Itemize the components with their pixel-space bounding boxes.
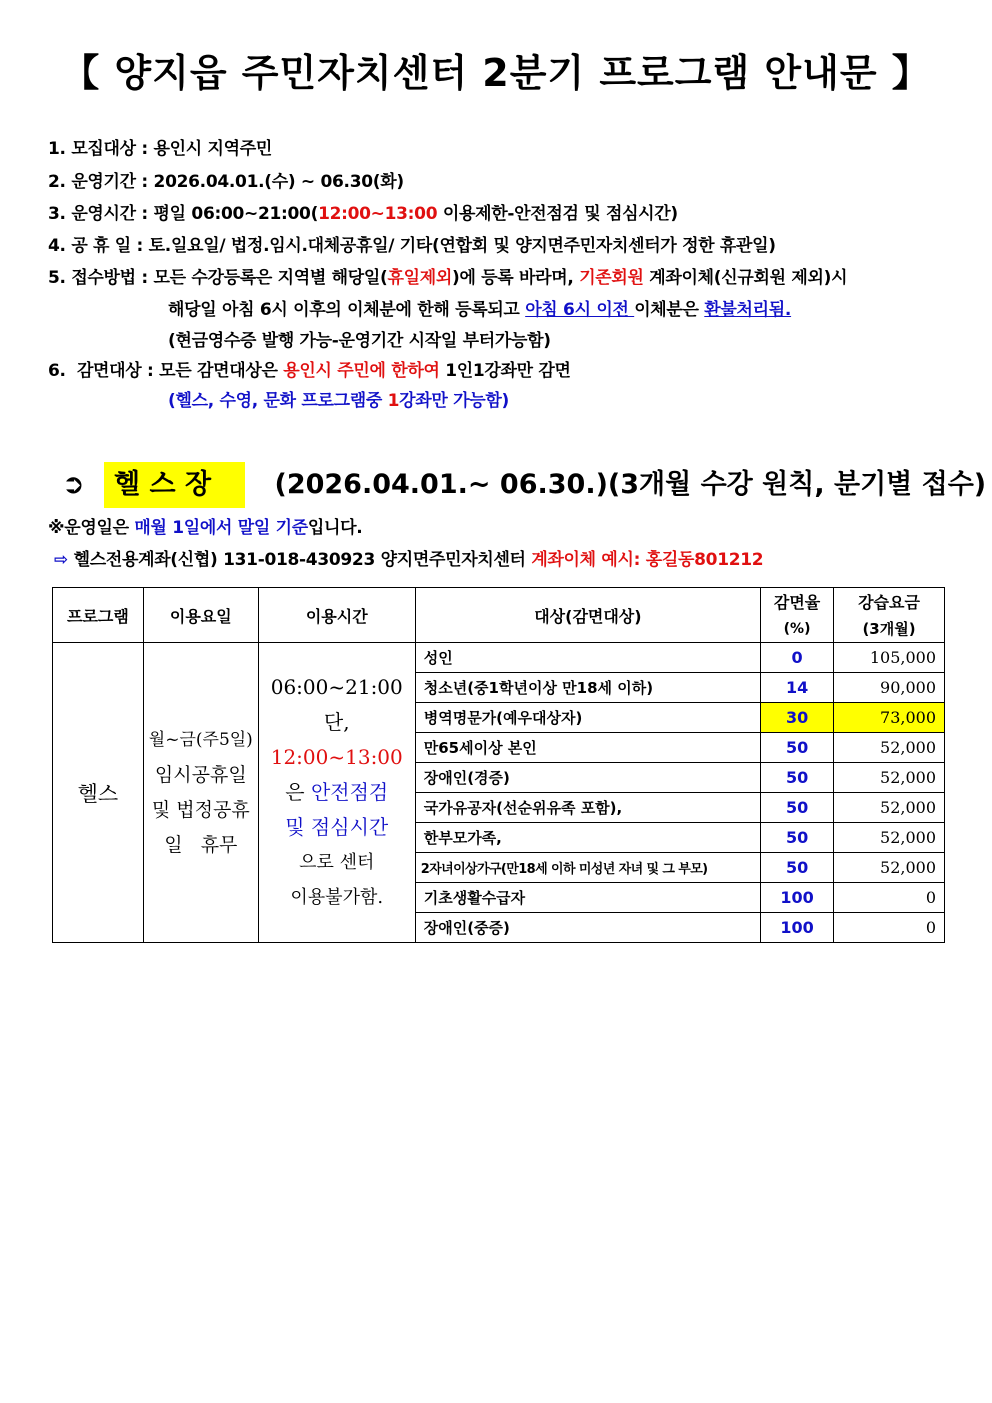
time-line (259, 775, 415, 810)
item-text: 계좌이체(신규회원 제외)시 (643, 268, 848, 288)
yongin-residents: 용인시 주민에 한하여 (283, 361, 440, 381)
item-number: 6. (48, 361, 66, 381)
item-label: 운영기간 : (71, 172, 148, 192)
arrow-icon: ➲ (62, 469, 85, 500)
program-name: 헬스 (53, 643, 144, 943)
rate-cell: 50 (761, 793, 834, 823)
item-number: 2. (48, 172, 66, 192)
account-info (54, 545, 763, 570)
item-text: 모든 감면대상은 (159, 361, 284, 381)
rate-cell: 14 (761, 673, 834, 703)
note-highlight: 매월 1일에서 말일 기준 (134, 518, 308, 538)
days-cell (143, 643, 258, 943)
rate-cell: 100 (761, 913, 834, 943)
item-text: 이용제한-안전점검 및 점심시간) (437, 204, 678, 224)
operation-note (48, 513, 362, 538)
header-fee: 강습요금 (834, 588, 945, 616)
page-title: 【 양지읍 주민자치센터 2분기 프로그램 안내문 】 (61, 51, 931, 95)
item-registration-line3: (현금영수증 발행 가능-운영기간 시작일 부터가능함) (168, 331, 551, 351)
target-cell: 장애인(중증) (415, 913, 760, 943)
header-rate-unit: (%) (761, 616, 834, 643)
rate-cell: 50 (761, 763, 834, 793)
fee-cell: 52,000 (834, 823, 945, 853)
item-discount (48, 356, 571, 381)
fee-cell: 105,000 (834, 643, 945, 673)
item-text: 이체분은 (634, 300, 705, 320)
target-cell: 국가유공자(선순위유족 포함), (415, 793, 760, 823)
before-6am: 아침 6시 이전 (525, 300, 635, 320)
item-text: 모든 수강등록은 지역별 해당일( (153, 268, 388, 288)
one-course: 1 (387, 391, 400, 411)
item-label: 접수방법 : (71, 268, 148, 288)
item-period (48, 167, 404, 192)
time-restricted: 12:00~13:00 (270, 745, 403, 769)
target-cell: 2자녀이상가구(만18세 이하 미성년 자녀 및 그 부모) (415, 853, 760, 883)
header-fee-unit: (3개월) (834, 616, 945, 643)
item-text: 용인시 지역주민 (153, 139, 273, 159)
item-holidays (48, 231, 776, 256)
time-line: 단, (323, 710, 350, 734)
item-text: 1인1강좌만 감면 (439, 361, 571, 381)
days-line: 일 휴무 (164, 833, 238, 856)
header-rate: 감면율 (761, 588, 834, 616)
item-text: )에 등록 바라며, (451, 268, 580, 288)
item-number: 5. (48, 268, 66, 288)
fee-cell: 73,000 (834, 703, 945, 733)
note-text: 입니다. (307, 518, 363, 538)
section-gym-name: 헬 스 장 (104, 462, 245, 508)
fee-cell: 52,000 (834, 853, 945, 883)
target-cell: 청소년(중1학년이상 만18세 이하) (415, 673, 760, 703)
target-cell: 성인 (415, 643, 760, 673)
fee-cell: 0 (834, 913, 945, 943)
item-discount-line2 (168, 386, 509, 411)
item-text: 해당일 아침 6시 이후의 이체분에 한해 등록되고 (168, 300, 526, 320)
header-program: 프로그램 (53, 588, 144, 643)
item-registration-line2 (168, 295, 791, 320)
item-registration (48, 263, 847, 288)
header-time: 이용시간 (258, 588, 415, 643)
target-cell: 기초생활수급자 (415, 883, 760, 913)
item-number: 4. (48, 236, 66, 256)
arrow-right-icon: ⇨ (54, 550, 68, 570)
existing-member: 기존회원 (579, 268, 644, 288)
target-cell: 만65세이상 본인 (415, 733, 760, 763)
restricted-time: 12:00~13:00 (318, 204, 438, 224)
item-label: 감면대상 : (76, 361, 154, 381)
time-line: 이용불가함. (290, 887, 384, 908)
time-lunch: 및 점심시간 (285, 815, 389, 839)
time-text: 은 (285, 780, 311, 804)
item-label: 운영시간 : (71, 204, 148, 224)
target-cell: 장애인(경증) (415, 763, 760, 793)
rate-cell: 30 (761, 703, 834, 733)
item-number: 1. (48, 139, 66, 159)
item-text: (헬스, 수영, 문화 프로그램중 (168, 391, 388, 411)
fee-cell: 0 (834, 883, 945, 913)
account-number: 헬스전용계좌(신협) 131-018-430923 양지면주민자치센터 (73, 550, 532, 570)
header-target: 대상(감면대상) (415, 588, 760, 643)
section-period: (2026.04.01.~ 06.30.)(3개월 수강 원칙, 분기별 접수) (274, 469, 987, 500)
target-cell: 병역명문가(예우대상자) (415, 703, 760, 733)
time-line: 으로 센터 (299, 852, 375, 873)
rate-cell: 50 (761, 853, 834, 883)
fee-cell: 52,000 (834, 793, 945, 823)
fee-table (52, 587, 945, 943)
item-text: 토.일요일/ 법정.임시.대체공휴일/ 기타(연합회 및 양지면주민자치센터가 정한 휴관일) (148, 236, 776, 256)
header-days: 이용요일 (143, 588, 258, 643)
time-safety: 안전점검 (310, 780, 389, 804)
rate-cell: 100 (761, 883, 834, 913)
item-text: 2026.04.01.(수) ~ 06.30(화) (153, 172, 404, 192)
target-cell: 한부모가족, (415, 823, 760, 853)
item-text: 강좌만 가능함) (399, 391, 509, 411)
rate-cell: 0 (761, 643, 834, 673)
rate-cell: 50 (761, 823, 834, 853)
time-line: 06:00~21:00 (270, 675, 403, 699)
rate-cell: 50 (761, 733, 834, 763)
time-cell (258, 643, 415, 943)
item-recruit-target (48, 134, 272, 159)
days-line: 월~금(주5일) (148, 729, 253, 750)
fee-cell: 52,000 (834, 733, 945, 763)
item-number: 3. (48, 204, 66, 224)
item-label: 공 휴 일 : (71, 236, 144, 256)
fee-cell: 90,000 (834, 673, 945, 703)
days-line: 임시공휴일 (154, 763, 247, 786)
fee-cell: 52,000 (834, 763, 945, 793)
item-hours (48, 199, 678, 224)
section-gym-header (62, 462, 986, 508)
item-label: 모집대상 : (71, 139, 148, 159)
refund-note: 환불처리됨. (704, 300, 792, 320)
note-text: ※운영일은 (48, 518, 135, 538)
holiday-exclusion: 휴일제외 (387, 268, 452, 288)
days-line: 및 법정공휴 (151, 798, 250, 821)
transfer-example: 계좌이체 예시: 홍길동801212 (531, 550, 764, 570)
item-text: 평일 06:00~21:00( (153, 204, 319, 224)
